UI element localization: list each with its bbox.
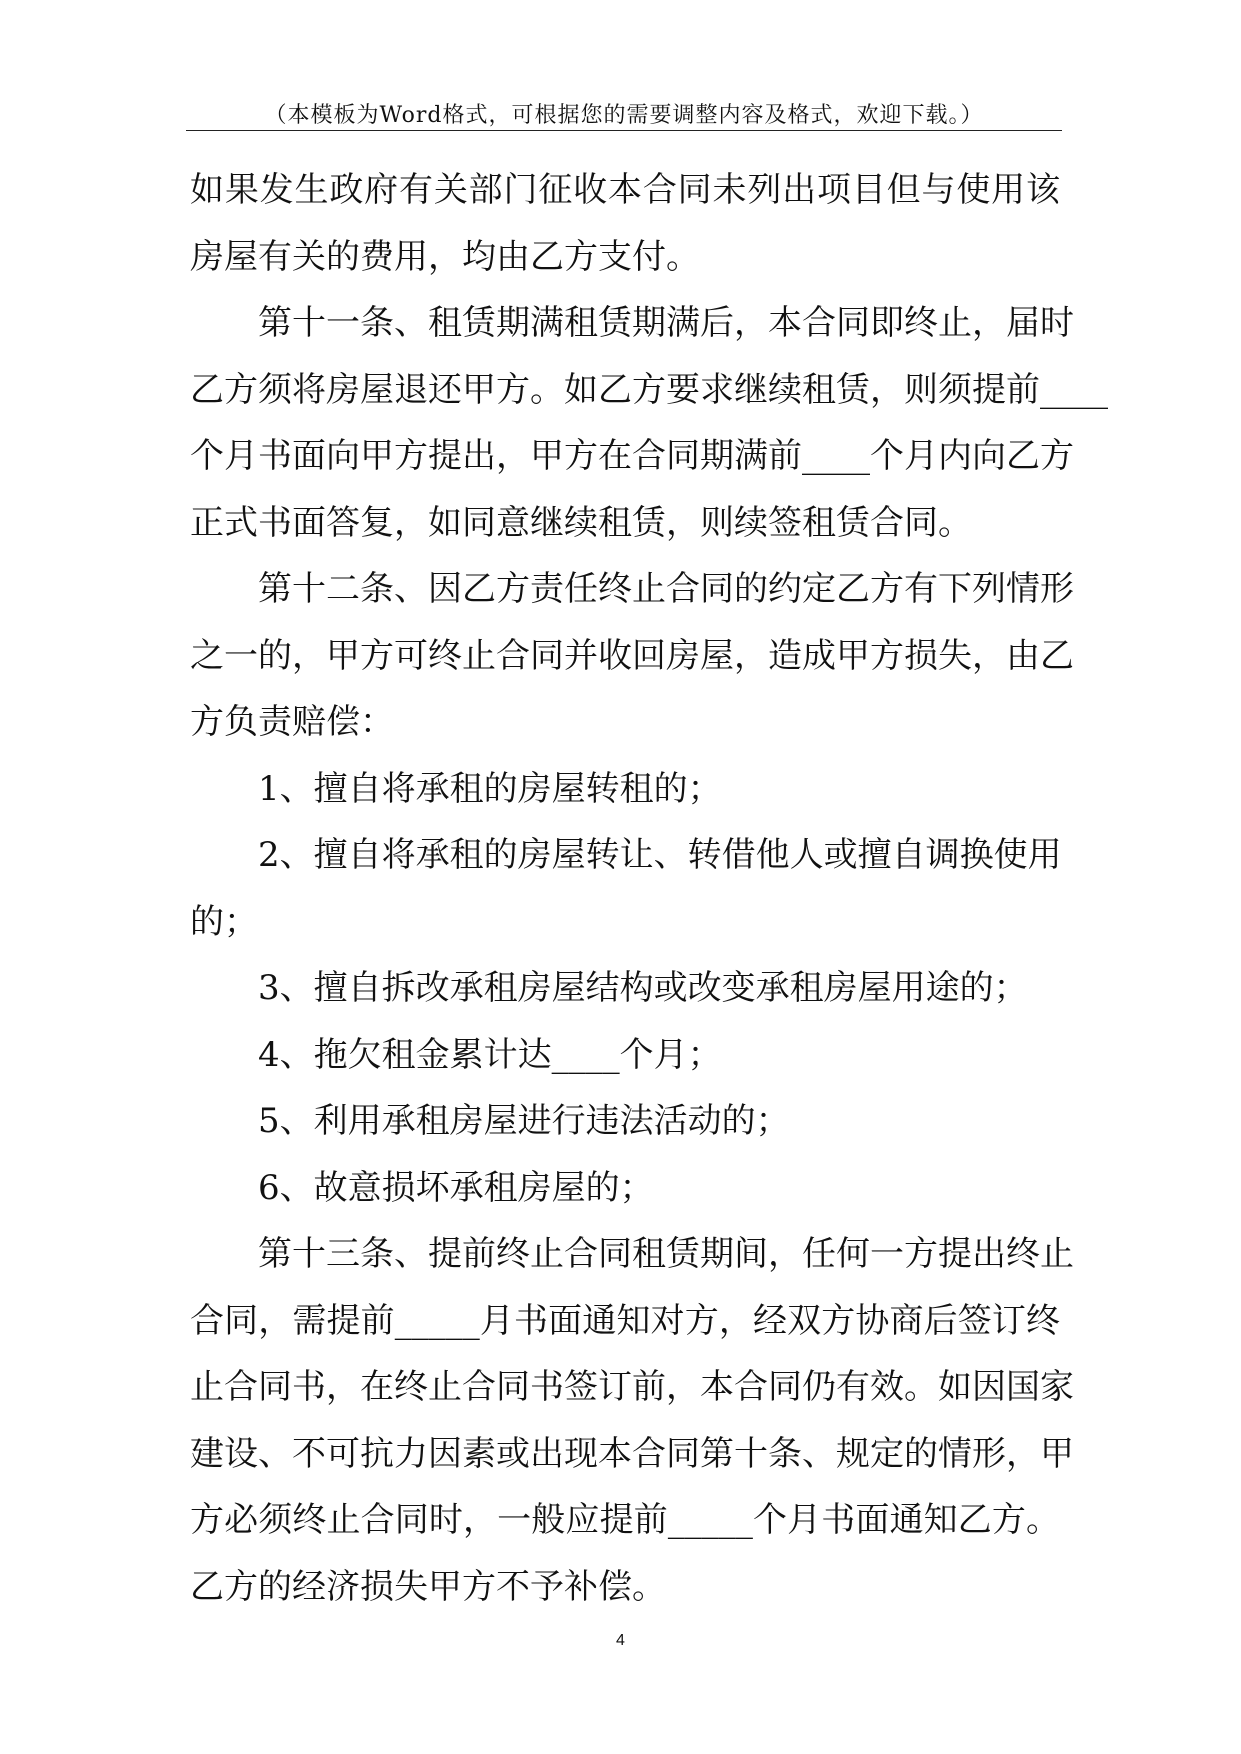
- body-line: 4、拖欠租金累计达____个月；: [258, 1034, 722, 1075]
- body-line: 6、故意损坏承租房屋的；: [258, 1167, 654, 1208]
- body-line: 合同，需提前_____月书面通知对方，经双方协商后签订终: [190, 1300, 1060, 1341]
- header-divider: [186, 130, 1062, 131]
- body-line: 房屋有关的费用，均由乙方支付。: [190, 236, 700, 277]
- body-line: 第十二条、因乙方责任终止合同的约定乙方有下列情形: [258, 569, 1074, 609]
- contract-body-text: [190, 157, 1108, 1620]
- body-line: 1、擅自将承租的房屋转租的；: [258, 768, 722, 809]
- body-line: 的；: [190, 901, 258, 942]
- body-line: 止合同书，在终止合同书签订前，本合同仍有效。如因国家: [190, 1367, 1074, 1407]
- body-line: 方必须终止合同时，一般应提前_____个月书面通知乙方。: [190, 1500, 1060, 1540]
- body-line: 之一的，甲方可终止合同并收回房屋，造成甲方损失，由乙: [190, 635, 1074, 676]
- body-line: 第十三条、提前终止合同租赁期间，任何一方提出终止: [258, 1234, 1074, 1274]
- body-line: 方负责赔偿：: [190, 702, 394, 742]
- body-line: 建设、不可抗力因素或出现本合同第十条、规定的情形，甲: [190, 1433, 1074, 1474]
- body-line: 乙方须将房屋退还甲方。如乙方要求继续租赁，则须提前____: [190, 369, 1108, 410]
- body-line: 5、利用承租房屋进行违法活动的；: [258, 1101, 790, 1141]
- template-note-header: （本模板为Word格式，可根据您的需要调整内容及格式，欢迎下载。）: [264, 103, 984, 128]
- body-line: 2、擅自将承租的房屋转让、转借他人或擅自调换使用: [258, 835, 1062, 875]
- body-line: 正式书面答复，如同意继续租赁，则续签租赁合同。: [190, 502, 972, 543]
- body-line: 第十一条、租赁期满租赁期满后，本合同即终止，届时: [258, 303, 1074, 343]
- body-line: 个月书面向甲方提出，甲方在合同期满前____个月内向乙方: [190, 436, 1074, 476]
- body-line: 3、擅自拆改承租房屋结构或改变承租房屋用途的；: [258, 968, 1028, 1008]
- body-line: 如果发生政府有关部门征收本合同未列出项目但与使用该: [190, 170, 1060, 210]
- page-number: 4: [616, 1632, 625, 1649]
- body-line: 乙方的经济损失甲方不予补偿。: [190, 1566, 666, 1607]
